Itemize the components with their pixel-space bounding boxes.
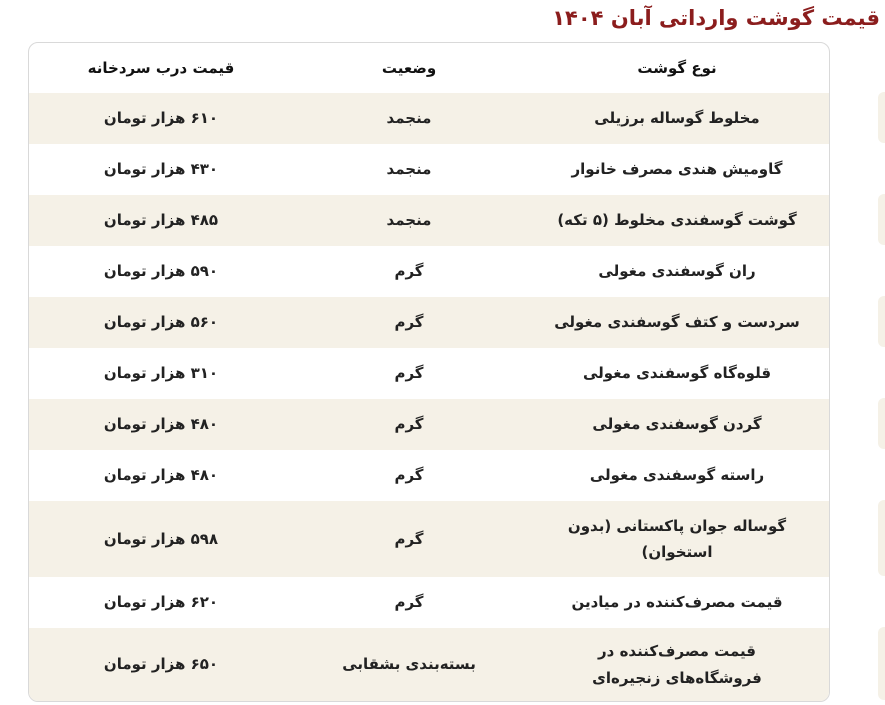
neighbor-card-row-stripe	[878, 92, 885, 143]
cell-meat-type: گوساله جوان پاکستانی (بدون استخوان)	[567, 516, 787, 561]
table-row	[29, 297, 829, 348]
cell-meat-type: گوشت گوسفندی مخلوط (۵ تکه)	[557, 211, 797, 230]
table-row	[29, 348, 829, 399]
neighbor-card-row-stripe	[878, 576, 885, 627]
neighbor-card-row-stripe	[878, 296, 885, 347]
table-row	[29, 246, 829, 297]
table-row	[29, 577, 829, 628]
cell-price: ۶۲۰ هزار تومان	[103, 593, 219, 612]
cell-meat-type: قیمت مصرف‌کننده در فروشگاه‌های زنجیره‌ای	[592, 642, 762, 687]
page-title: قیمت گوشت وارداتی آبان ۱۴۰۴	[552, 6, 880, 30]
cell-status: گرم	[394, 262, 424, 281]
cell-status: گرم	[394, 364, 424, 383]
neighbor-card-row-stripe	[878, 627, 885, 700]
cell-meat-type: قیمت مصرف‌کننده در میادین	[571, 593, 783, 612]
cell-meat-type: مخلوط گوساله برزیلی	[594, 109, 760, 128]
table-row	[29, 628, 829, 701]
table-row	[29, 450, 829, 501]
cell-status: منجمد	[386, 160, 432, 179]
cell-price: ۳۱۰ هزار تومان	[103, 364, 219, 383]
cell-price: ۵۶۰ هزار تومان	[103, 313, 219, 332]
cell-status: گرم	[394, 415, 424, 434]
column-header-status: وضعیت	[381, 58, 437, 77]
price-table	[28, 42, 830, 702]
neighbor-card-row-stripe	[878, 347, 885, 398]
cell-price: ۶۱۰ هزار تومان	[103, 109, 219, 128]
cell-meat-type: قلوه‌گاه گوسفندی مغولی	[582, 364, 772, 383]
cell-status: بسته‌بندی بشقابی	[342, 655, 476, 674]
column-header-meat-type: نوع گوشت	[637, 58, 717, 77]
table-row	[29, 144, 829, 195]
cell-price: ۵۹۸ هزار تومان	[103, 529, 219, 548]
cell-status: منجمد	[386, 211, 432, 230]
neighbor-card-row-stripe	[878, 245, 885, 296]
neighbor-card-row-stripe	[878, 143, 885, 194]
cell-status: گرم	[394, 466, 424, 485]
neighbor-card-row-stripe	[878, 500, 885, 576]
cell-status: منجمد	[386, 109, 432, 128]
cell-meat-type: گاومیش هندی مصرف خانوار	[571, 160, 783, 179]
column-header-price: قیمت درب سردخانه	[87, 58, 235, 77]
table-row	[29, 93, 829, 144]
neighbor-card-row-stripe	[878, 398, 885, 449]
cell-price: ۴۸۰ هزار تومان	[103, 415, 219, 434]
cell-price: ۶۵۰ هزار تومان	[103, 655, 219, 674]
neighbor-card-row-stripe	[878, 194, 885, 245]
neighbor-card-row-stripe	[878, 449, 885, 500]
neighbor-card-sliver	[878, 42, 885, 702]
cell-status: گرم	[394, 529, 424, 548]
cell-price: ۵۹۰ هزار تومان	[103, 262, 219, 281]
cell-meat-type: ران گوسفندی مغولی	[598, 262, 756, 281]
table-body	[29, 93, 829, 701]
table-row	[29, 501, 829, 577]
table-row	[29, 399, 829, 450]
cell-status: گرم	[394, 593, 424, 612]
cell-meat-type: راسته گوسفندی مغولی	[589, 466, 765, 485]
table-row	[29, 195, 829, 246]
cell-meat-type: سردست و کتف گوسفندی مغولی	[554, 313, 800, 332]
cell-meat-type: گردن گوسفندی مغولی	[592, 415, 762, 434]
cell-status: گرم	[394, 313, 424, 332]
table-header-row	[29, 43, 829, 93]
cell-price: ۴۸۵ هزار تومان	[103, 211, 219, 230]
cell-price: ۴۸۰ هزار تومان	[103, 466, 219, 485]
neighbor-card-row-stripe	[878, 42, 885, 92]
cell-price: ۴۳۰ هزار تومان	[103, 160, 219, 179]
